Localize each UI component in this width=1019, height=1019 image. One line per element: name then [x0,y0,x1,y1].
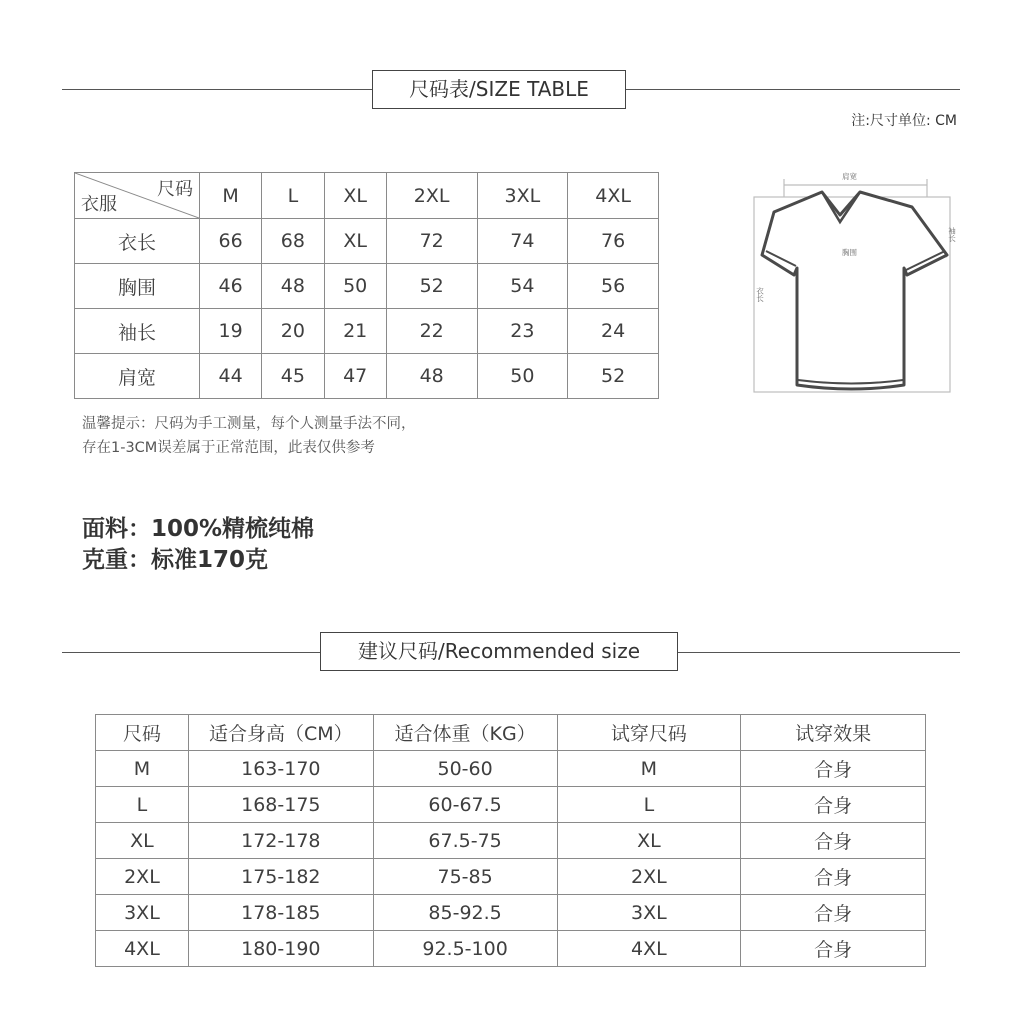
size-header-cell: L [262,173,324,219]
table-cell: M [96,751,189,787]
table-row [96,931,926,967]
table-cell: 44 [200,354,262,399]
table-cell: 163-170 [188,751,373,787]
corner-cell [75,173,200,219]
size-header-cell: 4XL [568,173,659,219]
table-cell: 56 [568,264,659,309]
table-row [96,751,926,787]
table-cell: 2XL [96,859,189,895]
table-cell: 47 [324,354,386,399]
tshirt-shape [762,192,947,389]
diagram-label-chest: 胸围 [842,248,857,257]
measurement-tip-line1: 温馨提示：尺码为手工测量，每个人测量手法不同， [82,416,416,432]
table-cell: 22 [386,309,477,354]
table-cell: 48 [386,354,477,399]
table-cell: 54 [477,264,568,309]
table-row [96,823,926,859]
header-cell: 尺码 [96,715,189,751]
header-cell: 适合体重（KG） [373,715,557,751]
size-row-shoulder [75,354,659,399]
table-cell: L [557,787,741,823]
table-cell: 23 [477,309,568,354]
size-header-cell: 2XL [386,173,477,219]
table-cell: 2XL [557,859,741,895]
size-section-title: 尺码表/SIZE TABLE [372,70,626,109]
table-cell: 20 [262,309,324,354]
table-cell: 175-182 [188,859,373,895]
size-table [74,172,659,399]
tshirt-measurement-diagram [752,165,962,395]
table-cell: 50-60 [373,751,557,787]
table-cell: 180-190 [188,931,373,967]
table-cell: 合身 [741,823,926,859]
table-cell: 4XL [96,931,189,967]
table-cell: 52 [386,264,477,309]
recommend-header-row [96,715,926,751]
table-cell: 合身 [741,751,926,787]
table-cell: 76 [568,219,659,264]
corner-label-garment: 衣服 [81,194,117,215]
table-cell: 52 [568,354,659,399]
table-cell: 72 [386,219,477,264]
size-row-sleeve [75,309,659,354]
table-cell: 92.5-100 [373,931,557,967]
header-cell: 试穿尺码 [557,715,741,751]
diagram-label-length: 衣长 [755,287,765,302]
table-row [96,895,926,931]
table-cell: 50 [324,264,386,309]
table-row [96,787,926,823]
measurement-tip-line2: 存在1-3CM误差属于正常范围，此表仅供参考 [82,440,375,456]
table-cell: 24 [568,309,659,354]
table-cell: 172-178 [188,823,373,859]
size-table-header-row [75,173,659,219]
table-cell: 3XL [557,895,741,931]
table-cell: L [96,787,189,823]
weight-spec: 克重：标准170克 [82,547,269,573]
table-cell: 75-85 [373,859,557,895]
table-cell: 19 [200,309,262,354]
table-cell: 合身 [741,895,926,931]
corner-label-size: 尺码 [157,179,193,200]
size-header-cell: XL [324,173,386,219]
size-section-rule-left [62,89,372,90]
table-cell: XL [557,823,741,859]
table-cell: XL [324,219,386,264]
recommend-section-rule-left [62,652,320,653]
table-cell: 合身 [741,787,926,823]
header-cell: 适合身高（CM） [188,715,373,751]
size-header-cell: 3XL [477,173,568,219]
size-row-length [75,219,659,264]
table-cell: 68 [262,219,324,264]
table-cell: 4XL [557,931,741,967]
table-cell: 45 [262,354,324,399]
unit-note: 注:尺寸单位: CM [851,113,957,129]
table-cell: 66 [200,219,262,264]
table-cell: 21 [324,309,386,354]
size-section-rule-right [626,89,960,90]
table-cell: 85-92.5 [373,895,557,931]
table-cell: 46 [200,264,262,309]
recommend-section-rule-right [678,652,960,653]
row-label: 胸围 [75,264,200,309]
table-row [96,859,926,895]
table-cell: 178-185 [188,895,373,931]
table-cell: 74 [477,219,568,264]
table-cell: 60-67.5 [373,787,557,823]
diagram-label-sleeve: 袖长 [947,227,957,242]
table-cell: 67.5-75 [373,823,557,859]
table-cell: 合身 [741,931,926,967]
table-cell: M [557,751,741,787]
row-label: 衣长 [75,219,200,264]
table-cell: 48 [262,264,324,309]
table-cell: 168-175 [188,787,373,823]
recommend-section-title: 建议尺码/Recommended size [320,632,678,671]
fabric-spec: 面料：100%精梳纯棉 [82,516,315,542]
header-cell: 试穿效果 [741,715,926,751]
table-cell: 50 [477,354,568,399]
row-label: 袖长 [75,309,200,354]
table-cell: 合身 [741,859,926,895]
recommend-table [95,714,926,967]
table-cell: 3XL [96,895,189,931]
size-header-cell: M [200,173,262,219]
row-label: 肩宽 [75,354,200,399]
table-cell: XL [96,823,189,859]
diagram-label-shoulder: 肩宽 [842,172,857,181]
size-row-chest [75,264,659,309]
